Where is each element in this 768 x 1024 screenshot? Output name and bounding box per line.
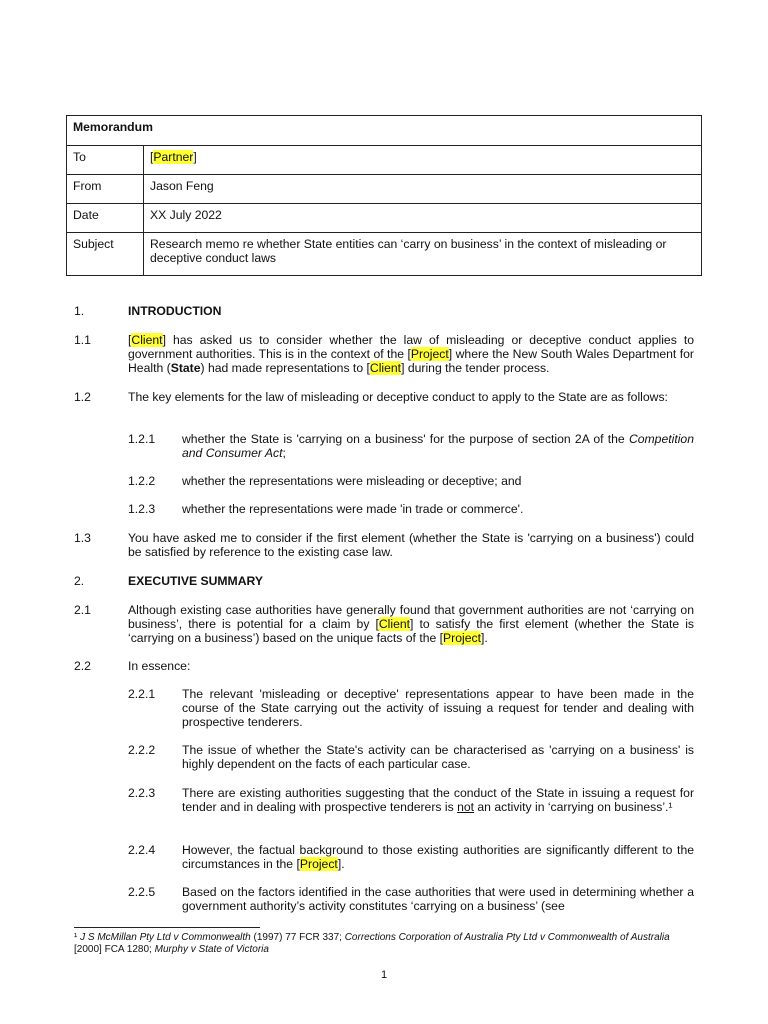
- paragraph-number: 1.3: [74, 531, 91, 545]
- paragraph-text: Although existing case authorities have generally found that government authorities are not ‘carrying on business’, there is potential for a claim by [Client] to satisfy the first element (whether the State is ‘carrying on a business’) based on the unique facts of the [Project].: [128, 603, 695, 645]
- paragraph-number: 1.2.1: [128, 432, 156, 446]
- paragraph-text: whether the representations were made 'in trade or commerce'.: [182, 502, 524, 516]
- case-citation: J S McMillan Pty Ltd v Commonwealth: [80, 932, 251, 943]
- date-label: Date: [67, 204, 144, 233]
- subject-label: Subject: [67, 233, 144, 276]
- client-placeholder: Client: [378, 617, 411, 631]
- paragraph-number: 2.2.3: [128, 786, 156, 800]
- paragraph-number: 2.2: [74, 659, 91, 673]
- project-placeholder: Project: [443, 631, 481, 645]
- paragraph-number: 2.2.5: [128, 885, 156, 899]
- project-placeholder: Project: [410, 347, 449, 361]
- paragraph-number: 1.1: [74, 333, 91, 347]
- paragraph-text: whether the representations were misleading or deceptive; and: [182, 474, 522, 488]
- paragraph-text: The issue of whether the State's activity can be characterised as 'carrying on a business' is highly dependent on the facts of each particular case.: [182, 743, 694, 771]
- paragraph-text: There are existing authorities suggesting that the conduct of the State in issuing a request for tender and in dealing with prospective tenderers is not an activity in ‘carrying on business’.¹: [182, 786, 694, 814]
- partner-placeholder: Partner: [153, 150, 194, 164]
- client-placeholder: Client: [131, 333, 163, 347]
- section-title: INTRODUCTION: [128, 304, 222, 318]
- date-value: XX July 2022: [144, 204, 702, 233]
- paragraph-text: The key elements for the law of misleading or deceptive conduct to apply to the State are as follows:: [128, 390, 668, 404]
- paragraph-text: whether the State is 'carrying on a business' for the purpose of section 2A of the Competition and Consumer Act;: [182, 432, 694, 460]
- paragraph-text: [Client] has asked us to consider whether the law of misleading or deceptive conduct applies to government authorities. This is in the context of the [Project] where the New South Wales Department for Health (State) had made representations to [Client] during the tender process.: [128, 333, 694, 375]
- paragraph-text: However, the factual background to those existing authorities are significantly different to the circumstances in the [Project].: [182, 843, 694, 871]
- section-title: EXECUTIVE SUMMARY: [128, 574, 263, 588]
- paragraph-text: You have asked me to consider if the first element (whether the State is 'carrying on a business') could be satisfied by reference to the existing case law.: [128, 531, 694, 559]
- paragraph-text: Based on the factors identified in the case authorities that were used in determining whether a government authority’s activity constitutes ‘carrying on a business’ (see: [182, 885, 694, 913]
- memo-title: Memorandum: [67, 116, 702, 146]
- footnote-separator: [74, 927, 260, 928]
- from-label: From: [67, 175, 144, 204]
- case-citation: Murphy v State of Victoria: [154, 944, 269, 955]
- memo-header-table: [66, 115, 702, 276]
- subject-value: Research memo re whether State entities can ‘carry on business’ in the context of misleading or deceptive conduct laws: [144, 233, 702, 276]
- paragraph-number: 2.2.1: [128, 687, 156, 701]
- client-placeholder: Client: [369, 361, 402, 375]
- paragraph-number: 1.2: [74, 390, 91, 404]
- paragraph-text: The relevant 'misleading or deceptive' representations appear to have been made in the course of the State carrying out the activity of issuing a request for tender and dealing with prospective tenderers.: [182, 687, 694, 729]
- paragraph-number: 2.2.2: [128, 743, 156, 757]
- to-label: To: [67, 146, 144, 175]
- page-number: 1: [380, 969, 388, 981]
- from-value: Jason Feng: [144, 175, 702, 204]
- paragraph-number: 2.1: [74, 603, 91, 617]
- paragraph-text: In essence:: [128, 659, 191, 673]
- paragraph-number: 1.2.2: [128, 474, 156, 488]
- to-value: [Partner]: [144, 146, 702, 175]
- project-placeholder: Project: [299, 857, 338, 871]
- footnote: ¹ J S McMillan Pty Ltd v Commonwealth (1997) 77 FCR 337; Corrections Corporation of Australia Pty Ltd v Commonwealth of Australia [2000] FCA 1280; Murphy v State of Victoria: [74, 932, 670, 955]
- section-number: 2.: [74, 574, 85, 588]
- paragraph-number: 1.2.3: [128, 502, 156, 516]
- paragraph-number: 2.2.4: [128, 843, 156, 857]
- footnote-marker: ¹: [74, 932, 78, 943]
- section-number: 1.: [74, 304, 85, 318]
- case-citation: Corrections Corporation of Australia Pty Ltd v Commonwealth of Australia: [344, 932, 670, 943]
